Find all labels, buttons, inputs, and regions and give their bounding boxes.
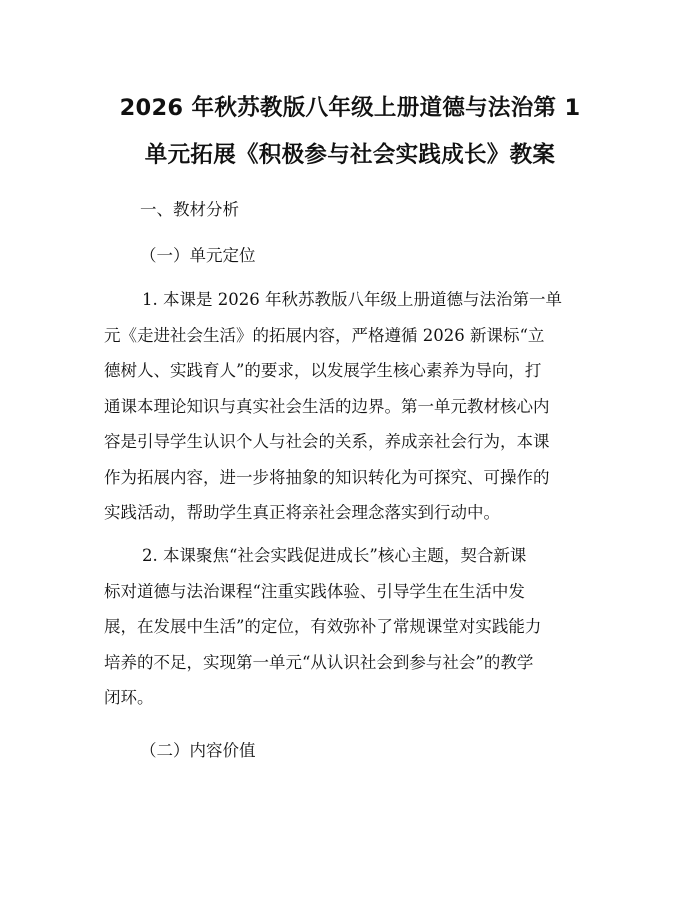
paragraph-line: 展，在发展中生活”的定位，有效弥补了常规课堂对实践能力 <box>104 617 542 636</box>
paragraph-line: 培养的不足，实现第一单元“从认识社会到参与社会”的教学 <box>104 652 534 672</box>
paragraph-line: 元《走进社会生活》的拓展内容，严格遵循 2026 新课标“立 <box>104 325 545 345</box>
paragraph-2 <box>104 538 624 716</box>
paragraph-line: 实践活动，帮助学生真正将亲社会理念落实到行动中。 <box>104 503 500 522</box>
paragraph-line: 德树人、实践育人”的要求，以发展学生核心素养为导向，打 <box>104 361 542 380</box>
paragraph-line: 2. 本课聚焦“社会实践促进成长”核心主题，契合新课 <box>142 546 527 565</box>
paragraph-line: 闭环。 <box>104 688 154 707</box>
subsection-heading-unit-positioning: （一）单元定位 <box>140 246 256 265</box>
paragraph-1 <box>104 282 624 531</box>
paragraph-line: 通课本理论知识与真实社会生活的边界。第一单元教材核心内 <box>104 396 550 416</box>
document-title-line-2: 单元拓展《积极参与社会实践成长》教案 <box>144 142 556 168</box>
paragraph-line: 1. 本课是 2026 年秋苏教版八年级上册道德与法治第一单 <box>142 290 562 309</box>
paragraph-line: 标对道德与法治课程“注重实践体验、引导学生在生活中发 <box>104 581 525 601</box>
section-heading-teaching-material-analysis: 一、教材分析 <box>140 200 239 219</box>
document-title-line-1: 2026 年秋苏教版八年级上册道德与法治第 1 <box>119 95 581 121</box>
subsection-heading-content-value: （二）内容价值 <box>140 741 256 760</box>
paragraph-line: 作为拓展内容，进一步将抽象的知识转化为可探究、可操作的 <box>104 467 550 487</box>
paragraph-line: 容是引导学生认识个人与社会的关系，养成亲社会行为，本课 <box>104 432 550 451</box>
